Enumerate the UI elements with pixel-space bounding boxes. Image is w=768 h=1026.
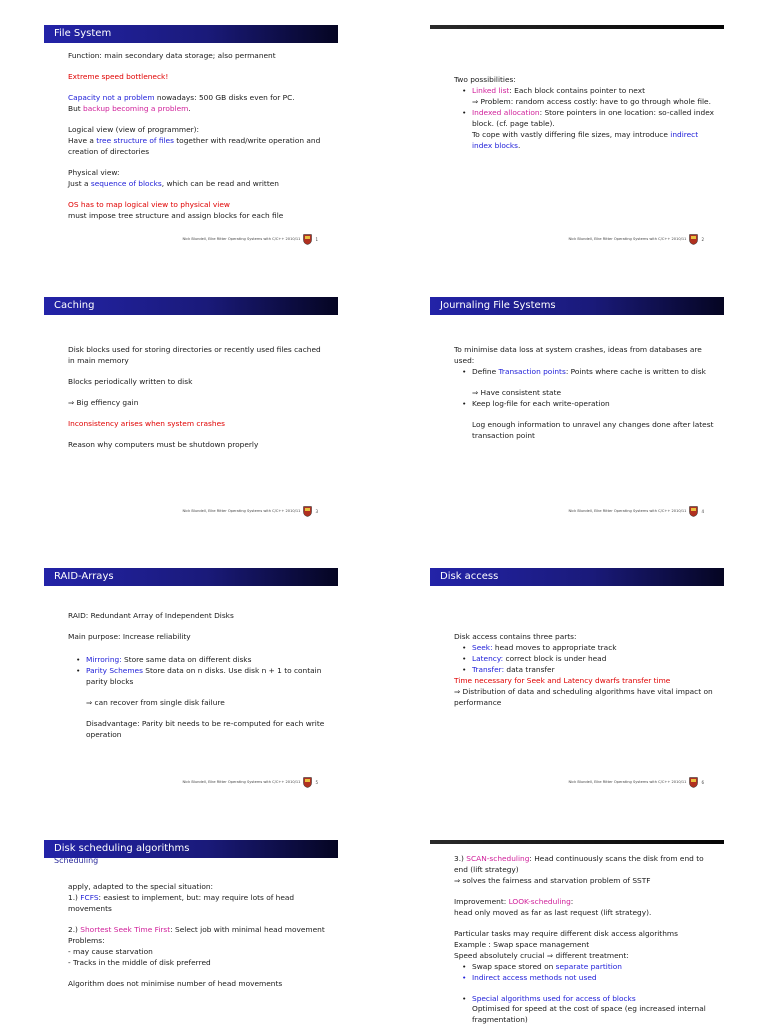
bullet-list [454, 643, 714, 676]
paragraph: Extreme speed bottleneck! [68, 71, 169, 81]
slide-body [44, 43, 338, 221]
slide-body [430, 844, 724, 1026]
text: together with read/write operation and creation of directories [68, 135, 321, 156]
bullet-list [454, 962, 714, 1026]
slide-title: Journaling File Systems [430, 297, 724, 315]
highlight-text: Transaction points [498, 366, 566, 376]
slide-file-allocation [430, 25, 724, 242]
text: : Head continuously scans the disk from end to end (lift strategy) [454, 854, 704, 874]
highlight-text: Transfer: [472, 664, 505, 674]
highlight-text: Parity Schemes [86, 665, 143, 675]
list-item [472, 962, 714, 973]
text: Swap space stored on [472, 961, 556, 971]
slide-body [44, 586, 338, 741]
text: Keep log-file for each write-operation [472, 398, 610, 408]
page-number: 2 [701, 236, 704, 242]
university-crest-icon [689, 506, 698, 517]
highlight-text: separate partition [555, 961, 622, 971]
text: - Tracks in the middle of disk preferred [68, 957, 211, 967]
slide-body [430, 586, 724, 709]
text: Define [472, 366, 499, 376]
text: : Points where cache is written to disk [565, 366, 706, 376]
sub-text: ⇒ Have consistent state [472, 387, 562, 397]
text: Have a [68, 135, 97, 145]
text: But [68, 103, 84, 113]
slide-footer [182, 506, 318, 517]
paragraph: Inconsistency arises when system crashes [68, 418, 225, 428]
text: Particular tasks may require different disk access algorithms [454, 928, 678, 938]
slide-body [430, 29, 724, 152]
slide-disk-access [430, 568, 724, 785]
slide-scan-scheduling [430, 840, 724, 1026]
text: correct block is under head [503, 653, 607, 663]
footer-text: Nick Blundell, Eike Ritter Operating Systems with C/C++ 2010/11 [568, 508, 687, 513]
bullet-list [454, 86, 714, 152]
paragraph: Disk blocks used for storing directories or recently used files cached in main memory [68, 345, 321, 365]
text: head only moved as far as last request (lift strategy). [454, 907, 652, 917]
highlight-text: FCFS [80, 892, 99, 902]
text: apply, adapted to the special situation: [68, 882, 214, 891]
paragraph: Disk access contains three parts: [454, 632, 577, 641]
paragraph: To minimise data loss at system crashes, ideas from databases are used: [454, 345, 702, 365]
text: 2.) [68, 924, 81, 934]
paragraph: Algorithm does not minimise number of head movements [68, 978, 283, 988]
highlight-text: Indexed allocation [472, 107, 540, 117]
slide-body [44, 866, 338, 990]
text: : Select job with minimal head movement [170, 924, 325, 934]
list-item [472, 108, 714, 152]
text: . [188, 103, 191, 113]
text: 1.) [68, 892, 81, 902]
text: : easiest to implement, but: may require lots of head movements [68, 892, 295, 913]
slide-subtitle: Scheduling [54, 856, 99, 865]
paragraph [68, 125, 328, 158]
page-number: 6 [701, 779, 704, 785]
text: Physical view: [68, 167, 120, 177]
highlight-text: Shortest Seek Time First [80, 924, 171, 934]
text: , which can be read and written [161, 178, 279, 188]
footer-text: Nick Blundell, Eike Ritter Operating Systems with C/C++ 2010/11 [568, 236, 687, 241]
slide-disk-scheduling [44, 840, 338, 990]
slide-body [44, 315, 338, 451]
paragraph: Reason why computers must be shutdown properly [68, 439, 259, 449]
highlight-text: backup becoming a problem [83, 103, 189, 113]
bullet-list [68, 655, 328, 688]
highlight-text: LOOK-scheduling [508, 896, 571, 906]
page-number: 4 [701, 508, 704, 514]
university-crest-icon [689, 777, 698, 788]
university-crest-icon [689, 234, 698, 245]
slide-title: RAID-Arrays [44, 568, 338, 586]
footer-text: Nick Blundell, Eike Ritter Operating Systems with C/C++ 2010/11 [182, 508, 301, 513]
slide-raid-arrays [44, 568, 338, 785]
page-number: 5 [315, 779, 318, 785]
slide-caching [44, 297, 338, 514]
highlight-text: Seek: [472, 642, 493, 652]
slide-journaling [430, 297, 724, 514]
list-item [472, 643, 714, 654]
highlight-text: Latency: [472, 653, 504, 663]
footer-text: Nick Blundell, Eike Ritter Operating Systems with C/C++ 2010/11 [568, 779, 687, 784]
text: - may cause starvation [68, 946, 153, 956]
text: data transfer [504, 664, 555, 674]
text: 3.) [454, 854, 467, 863]
text: head moves to appropriate track [492, 642, 617, 652]
footer-text: Nick Blundell, Eike Ritter Operating Systems with C/C++ 2010/11 [182, 236, 301, 241]
text: To cope with vastly differing file sizes, may introduce [472, 129, 671, 139]
slide-title: Disk access [430, 568, 724, 586]
list-item [472, 973, 714, 984]
slide-footer [568, 234, 704, 245]
paragraph [68, 168, 328, 190]
paragraph: RAID: Redundant Array of Independent Disks [68, 611, 234, 620]
highlight-text: Capacity not a problem [68, 92, 155, 102]
highlight-text: Linked list [472, 85, 510, 95]
page-number: 1 [315, 236, 318, 242]
text: Just a [68, 178, 91, 188]
list-item [472, 86, 714, 108]
list-item [472, 665, 714, 676]
slide-file-system [44, 25, 338, 242]
text: Store data on n disks. Use disk n + 1 to contain parity blocks [86, 665, 322, 686]
paragraph [454, 854, 714, 887]
list-item [472, 399, 714, 442]
paragraph: ⇒ can recover from single disk failure [86, 697, 225, 707]
paragraph [454, 929, 714, 962]
list-item [472, 994, 714, 1026]
university-crest-icon [303, 506, 312, 517]
text: must impose tree structure and assign blocks for each file [68, 210, 284, 220]
highlight-text: indirect index blocks [472, 129, 699, 150]
highlight-text: sequence of blocks [90, 178, 162, 188]
slide-title: Caching [44, 297, 338, 315]
list-item [472, 367, 714, 399]
text: Problems: [68, 935, 105, 945]
text: Speed absolutely crucial ⇒ different treatment: [454, 950, 629, 960]
text: : [570, 896, 574, 906]
list-item [86, 666, 328, 688]
paragraph: Main purpose: Increase reliability [68, 631, 191, 641]
slide-body [430, 315, 724, 442]
text: : Each block contains pointer to next [509, 85, 645, 95]
highlight-text: tree structure of files [96, 135, 174, 145]
paragraph: Two possibilities: [454, 75, 516, 84]
slide-footer [182, 777, 318, 788]
paragraph: Blocks periodically written to disk [68, 376, 193, 386]
slide-footer [568, 777, 704, 788]
text: Store same data on different disks [121, 654, 252, 664]
text: nowadays: 500 GB disks even for PC. [154, 92, 295, 102]
highlight-text: Special algorithms used for access of blocks [472, 993, 636, 1003]
paragraph [454, 897, 714, 919]
paragraph: ⇒ Big effiency gain [68, 397, 139, 407]
text: Optimised for speed at the cost of space (eg increased internal fragmentation) [472, 1004, 706, 1025]
slide-title: File System [44, 25, 338, 43]
university-crest-icon [303, 234, 312, 245]
university-crest-icon [303, 777, 312, 788]
paragraph: Time necessary for Seek and Latency dwarfs transfer time [454, 675, 671, 685]
paragraph [68, 200, 328, 222]
paragraph: Function: main secondary data storage; also permanent [68, 51, 276, 60]
text: Improvement: [454, 896, 509, 906]
highlight-text: OS has to map logical view to physical view [68, 199, 230, 209]
paragraph: ⇒ Distribution of data and scheduling algorithms have vital impact on performance [454, 686, 713, 707]
highlight-text: SCAN-scheduling [466, 854, 530, 863]
slide-footer [568, 506, 704, 517]
slide-footer [182, 234, 318, 245]
text: Example : Swap space management [454, 939, 590, 949]
text: ⇒ solves the fairness and starvation problem of SSTF [454, 875, 651, 885]
text: . [518, 140, 521, 150]
footer-text: Nick Blundell, Eike Ritter Operating Systems with C/C++ 2010/11 [182, 779, 301, 784]
list-item [472, 654, 714, 665]
text: : Store pointers in one location: so-called index block. (cf. page table). [472, 107, 715, 128]
paragraph: Disadvantage: Parity bit needs to be re-computed for each write operation [86, 718, 325, 739]
paragraph [68, 882, 328, 915]
bullet-list [454, 367, 714, 442]
highlight-text: Mirroring: [86, 654, 122, 664]
sub-text: Log enough information to unravel any changes done after latest transaction point [472, 419, 714, 440]
text: ⇒ Problem: random access costly: have to go through whole file. [472, 96, 711, 106]
paragraph [68, 93, 328, 115]
text: Logical view (view of programmer): [68, 124, 200, 134]
list-item [86, 655, 328, 666]
page-number: 3 [315, 508, 318, 514]
text: Indirect access methods not used [472, 972, 597, 982]
slide-title: Disk scheduling algorithms [44, 840, 338, 858]
paragraph [68, 925, 328, 969]
